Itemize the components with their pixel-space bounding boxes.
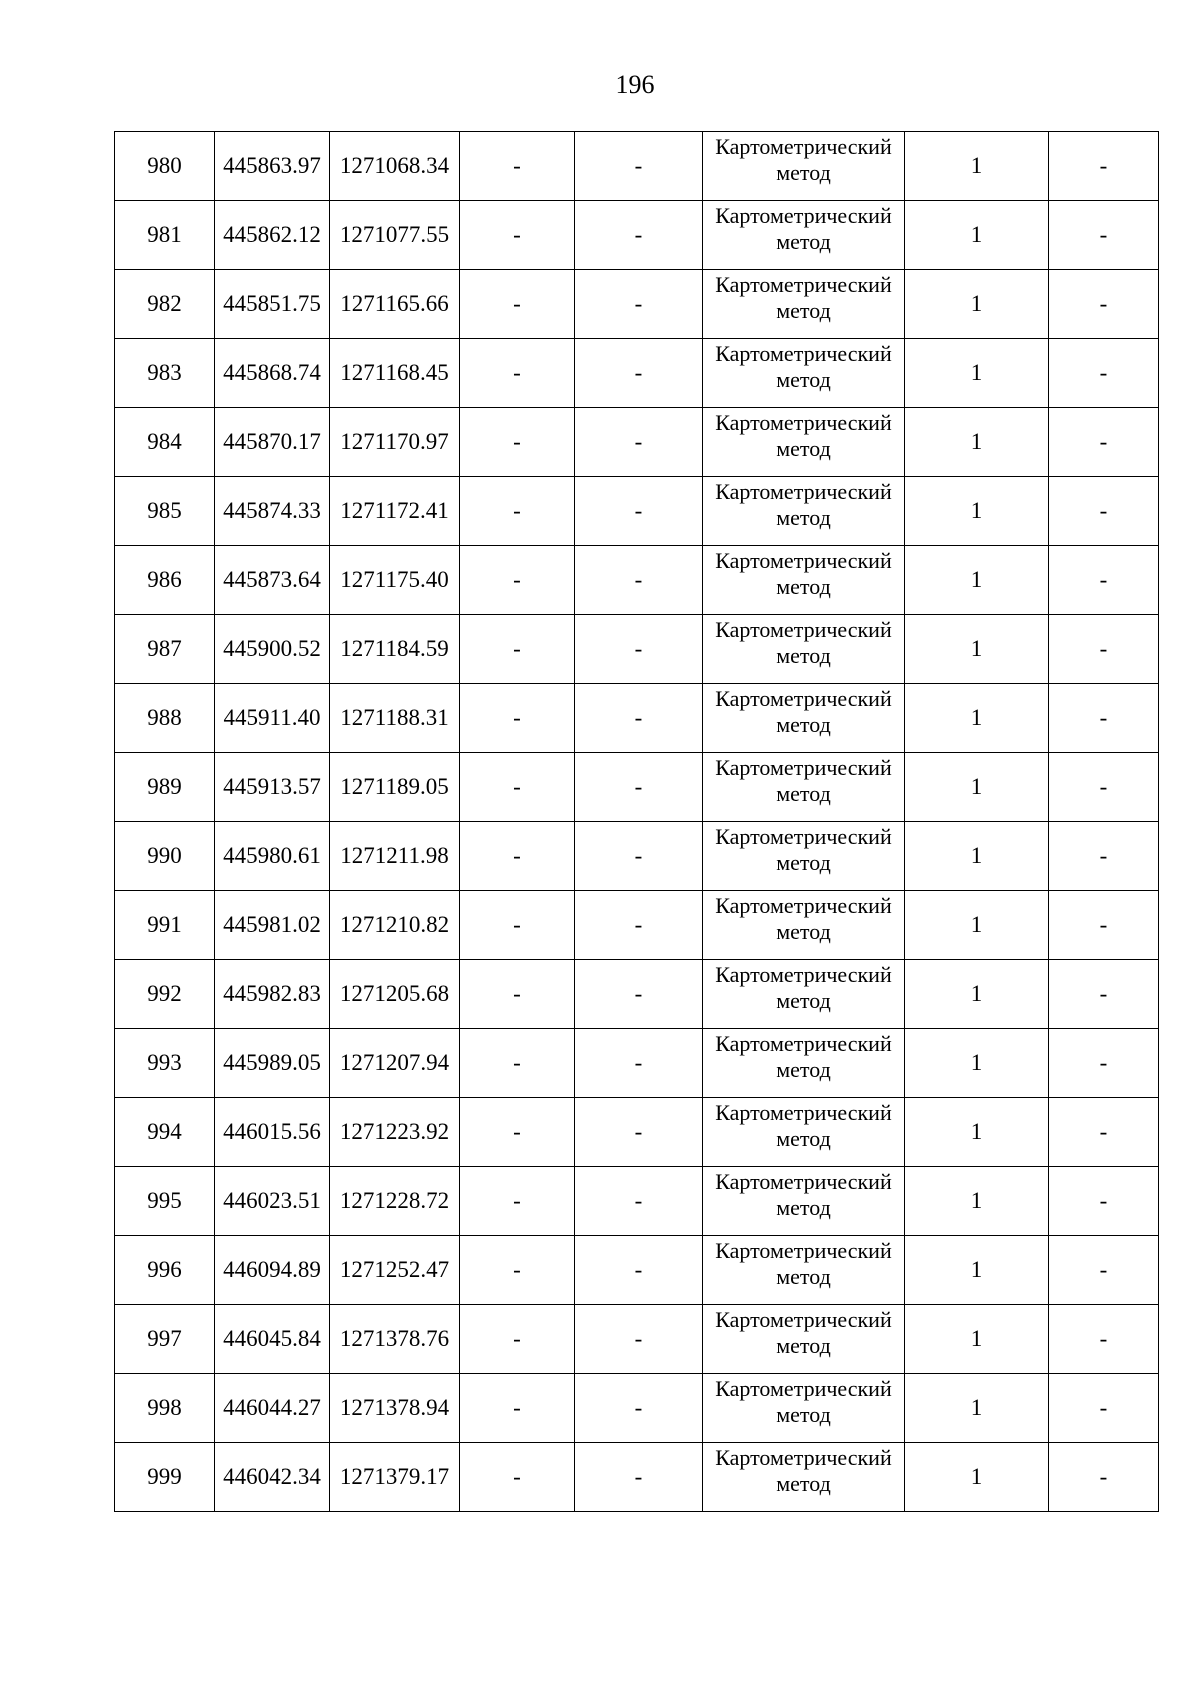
method-line-1: Картометрический	[715, 686, 892, 711]
y-coordinate-cell: 1271168.45	[330, 339, 460, 408]
table-row	[115, 339, 1159, 408]
table-row	[115, 1443, 1159, 1512]
table-row	[115, 891, 1159, 960]
point-number-cell: 987	[115, 615, 215, 684]
point-number-cell: 986	[115, 546, 215, 615]
column-8-cell: -	[1049, 477, 1159, 546]
point-number-cell: 985	[115, 477, 215, 546]
y-coordinate-cell: 1271165.66	[330, 270, 460, 339]
column-4-cell: -	[460, 270, 575, 339]
method-cell	[703, 891, 905, 960]
column-8-cell: -	[1049, 1236, 1159, 1305]
method-cell	[703, 1443, 905, 1512]
column-4-cell: -	[460, 477, 575, 546]
y-coordinate-cell: 1271205.68	[330, 960, 460, 1029]
table-row	[115, 270, 1159, 339]
column-4-cell: -	[460, 684, 575, 753]
column-4-cell: -	[460, 1374, 575, 1443]
column-5-cell: -	[575, 408, 703, 477]
method-cell	[703, 1305, 905, 1374]
point-number-cell: 996	[115, 1236, 215, 1305]
accuracy-cell: 1	[905, 1236, 1049, 1305]
point-number-cell: 982	[115, 270, 215, 339]
column-5-cell: -	[575, 684, 703, 753]
column-8-cell: -	[1049, 960, 1159, 1029]
point-number-cell: 994	[115, 1098, 215, 1167]
table-row	[115, 1236, 1159, 1305]
method-line-2: метод	[776, 160, 831, 185]
column-4-cell: -	[460, 1098, 575, 1167]
point-number-cell: 993	[115, 1029, 215, 1098]
method-line-1: Картометрический	[715, 1169, 892, 1194]
accuracy-cell: 1	[905, 339, 1049, 408]
column-4-cell: -	[460, 546, 575, 615]
y-coordinate-cell: 1271189.05	[330, 753, 460, 822]
method-cell	[703, 132, 905, 201]
method-line-2: метод	[776, 1264, 831, 1289]
column-4-cell: -	[460, 615, 575, 684]
column-5-cell: -	[575, 1167, 703, 1236]
column-8-cell: -	[1049, 1098, 1159, 1167]
accuracy-cell: 1	[905, 1374, 1049, 1443]
column-4-cell: -	[460, 822, 575, 891]
y-coordinate-cell: 1271252.47	[330, 1236, 460, 1305]
column-5-cell: -	[575, 201, 703, 270]
method-cell	[703, 753, 905, 822]
method-line-2: метод	[776, 988, 831, 1013]
method-line-1: Картометрический	[715, 962, 892, 987]
page-number: 196	[615, 70, 655, 99]
y-coordinate-cell: 1271378.94	[330, 1374, 460, 1443]
method-line-2: метод	[776, 781, 831, 806]
x-coordinate-cell: 446023.51	[215, 1167, 330, 1236]
method-line-1: Картометрический	[715, 134, 892, 159]
method-line-1: Картометрический	[715, 617, 892, 642]
column-8-cell: -	[1049, 1029, 1159, 1098]
point-number-cell: 983	[115, 339, 215, 408]
y-coordinate-cell: 1271207.94	[330, 1029, 460, 1098]
method-line-1: Картометрический	[715, 1376, 892, 1401]
column-5-cell: -	[575, 615, 703, 684]
x-coordinate-cell: 446015.56	[215, 1098, 330, 1167]
accuracy-cell: 1	[905, 408, 1049, 477]
x-coordinate-cell: 445863.97	[215, 132, 330, 201]
table-row	[115, 684, 1159, 753]
method-line-1: Картометрический	[715, 479, 892, 504]
table-row	[115, 1305, 1159, 1374]
column-8-cell: -	[1049, 1443, 1159, 1512]
column-5-cell: -	[575, 891, 703, 960]
column-5-cell: -	[575, 132, 703, 201]
method-cell	[703, 408, 905, 477]
method-cell	[703, 477, 905, 546]
table-row	[115, 822, 1159, 891]
column-8-cell: -	[1049, 753, 1159, 822]
point-number-cell: 990	[115, 822, 215, 891]
method-line-2: метод	[776, 1057, 831, 1082]
x-coordinate-cell: 446045.84	[215, 1305, 330, 1374]
accuracy-cell: 1	[905, 477, 1049, 546]
accuracy-cell: 1	[905, 270, 1049, 339]
point-number-cell: 995	[115, 1167, 215, 1236]
x-coordinate-cell: 445868.74	[215, 339, 330, 408]
point-number-cell: 998	[115, 1374, 215, 1443]
accuracy-cell: 1	[905, 546, 1049, 615]
accuracy-cell: 1	[905, 822, 1049, 891]
method-line-2: метод	[776, 712, 831, 737]
column-4-cell: -	[460, 339, 575, 408]
accuracy-cell: 1	[905, 891, 1049, 960]
point-number-cell: 980	[115, 132, 215, 201]
column-5-cell: -	[575, 1305, 703, 1374]
method-line-2: метод	[776, 1195, 831, 1220]
accuracy-cell: 1	[905, 1029, 1049, 1098]
column-8-cell: -	[1049, 408, 1159, 477]
column-8-cell: -	[1049, 891, 1159, 960]
method-line-1: Картометрический	[715, 824, 892, 849]
column-8-cell: -	[1049, 201, 1159, 270]
coordinates-table	[114, 131, 1159, 1512]
table-row	[115, 546, 1159, 615]
accuracy-cell: 1	[905, 753, 1049, 822]
y-coordinate-cell: 1271210.82	[330, 891, 460, 960]
column-5-cell: -	[575, 339, 703, 408]
column-8-cell: -	[1049, 684, 1159, 753]
accuracy-cell: 1	[905, 960, 1049, 1029]
column-8-cell: -	[1049, 822, 1159, 891]
method-line-1: Картометрический	[715, 548, 892, 573]
method-line-1: Картометрический	[715, 893, 892, 918]
column-4-cell: -	[460, 891, 575, 960]
table-body	[115, 132, 1159, 1512]
column-8-cell: -	[1049, 1305, 1159, 1374]
x-coordinate-cell: 445873.64	[215, 546, 330, 615]
column-5-cell: -	[575, 477, 703, 546]
method-cell	[703, 1236, 905, 1305]
method-cell	[703, 270, 905, 339]
x-coordinate-cell: 445980.61	[215, 822, 330, 891]
column-4-cell: -	[460, 408, 575, 477]
column-5-cell: -	[575, 1443, 703, 1512]
x-coordinate-cell: 446044.27	[215, 1374, 330, 1443]
accuracy-cell: 1	[905, 132, 1049, 201]
column-5-cell: -	[575, 1374, 703, 1443]
method-line-2: метод	[776, 1402, 831, 1427]
method-cell	[703, 201, 905, 270]
y-coordinate-cell: 1271172.41	[330, 477, 460, 546]
column-8-cell: -	[1049, 270, 1159, 339]
y-coordinate-cell: 1271175.40	[330, 546, 460, 615]
column-5-cell: -	[575, 270, 703, 339]
table-row	[115, 1167, 1159, 1236]
y-coordinate-cell: 1271068.34	[330, 132, 460, 201]
method-cell	[703, 1167, 905, 1236]
method-line-1: Картометрический	[715, 1445, 892, 1470]
table-row	[115, 201, 1159, 270]
y-coordinate-cell: 1271211.98	[330, 822, 460, 891]
method-line-1: Картометрический	[715, 410, 892, 435]
y-coordinate-cell: 1271228.72	[330, 1167, 460, 1236]
method-line-2: метод	[776, 1126, 831, 1151]
table-row	[115, 753, 1159, 822]
x-coordinate-cell: 446042.34	[215, 1443, 330, 1512]
method-line-1: Картометрический	[715, 1031, 892, 1056]
column-4-cell: -	[460, 960, 575, 1029]
x-coordinate-cell: 445913.57	[215, 753, 330, 822]
table-row	[115, 477, 1159, 546]
x-coordinate-cell: 445870.17	[215, 408, 330, 477]
method-cell	[703, 615, 905, 684]
column-5-cell: -	[575, 1029, 703, 1098]
table-row	[115, 1374, 1159, 1443]
column-4-cell: -	[460, 1029, 575, 1098]
method-line-2: метод	[776, 436, 831, 461]
y-coordinate-cell: 1271223.92	[330, 1098, 460, 1167]
method-line-2: метод	[776, 850, 831, 875]
point-number-cell: 999	[115, 1443, 215, 1512]
point-number-cell: 991	[115, 891, 215, 960]
method-cell	[703, 1374, 905, 1443]
method-line-2: метод	[776, 1471, 831, 1496]
method-line-2: метод	[776, 367, 831, 392]
method-line-2: метод	[776, 505, 831, 530]
point-number-cell: 984	[115, 408, 215, 477]
accuracy-cell: 1	[905, 1167, 1049, 1236]
method-cell	[703, 546, 905, 615]
point-number-cell: 992	[115, 960, 215, 1029]
method-line-2: метод	[776, 298, 831, 323]
method-line-2: метод	[776, 1333, 831, 1358]
column-8-cell: -	[1049, 1167, 1159, 1236]
column-4-cell: -	[460, 1236, 575, 1305]
column-8-cell: -	[1049, 546, 1159, 615]
point-number-cell: 981	[115, 201, 215, 270]
column-4-cell: -	[460, 1167, 575, 1236]
column-5-cell: -	[575, 1098, 703, 1167]
method-cell	[703, 684, 905, 753]
column-4-cell: -	[460, 1443, 575, 1512]
x-coordinate-cell: 445851.75	[215, 270, 330, 339]
accuracy-cell: 1	[905, 1098, 1049, 1167]
column-8-cell: -	[1049, 615, 1159, 684]
y-coordinate-cell: 1271077.55	[330, 201, 460, 270]
column-5-cell: -	[575, 1236, 703, 1305]
table-row	[115, 408, 1159, 477]
column-5-cell: -	[575, 753, 703, 822]
y-coordinate-cell: 1271379.17	[330, 1443, 460, 1512]
method-line-1: Картометрический	[715, 1100, 892, 1125]
method-cell	[703, 822, 905, 891]
column-4-cell: -	[460, 201, 575, 270]
accuracy-cell: 1	[905, 684, 1049, 753]
table-row	[115, 1029, 1159, 1098]
x-coordinate-cell: 445989.05	[215, 1029, 330, 1098]
method-cell	[703, 1098, 905, 1167]
column-4-cell: -	[460, 1305, 575, 1374]
column-8-cell: -	[1049, 1374, 1159, 1443]
method-cell	[703, 339, 905, 408]
x-coordinate-cell: 445874.33	[215, 477, 330, 546]
method-line-2: метод	[776, 574, 831, 599]
column-8-cell: -	[1049, 132, 1159, 201]
method-line-1: Картометрический	[715, 203, 892, 228]
point-number-cell: 989	[115, 753, 215, 822]
x-coordinate-cell: 445982.83	[215, 960, 330, 1029]
y-coordinate-cell: 1271184.59	[330, 615, 460, 684]
x-coordinate-cell: 445862.12	[215, 201, 330, 270]
method-cell	[703, 960, 905, 1029]
table-row	[115, 615, 1159, 684]
point-number-cell: 997	[115, 1305, 215, 1374]
y-coordinate-cell: 1271188.31	[330, 684, 460, 753]
method-line-1: Картометрический	[715, 272, 892, 297]
accuracy-cell: 1	[905, 1443, 1049, 1512]
method-cell	[703, 1029, 905, 1098]
accuracy-cell: 1	[905, 615, 1049, 684]
column-4-cell: -	[460, 753, 575, 822]
point-number-cell: 988	[115, 684, 215, 753]
method-line-1: Картометрический	[715, 341, 892, 366]
column-8-cell: -	[1049, 339, 1159, 408]
table-row	[115, 960, 1159, 1029]
column-4-cell: -	[460, 132, 575, 201]
method-line-2: метод	[776, 229, 831, 254]
method-line-2: метод	[776, 643, 831, 668]
x-coordinate-cell: 446094.89	[215, 1236, 330, 1305]
x-coordinate-cell: 445911.40	[215, 684, 330, 753]
accuracy-cell: 1	[905, 1305, 1049, 1374]
column-5-cell: -	[575, 822, 703, 891]
column-5-cell: -	[575, 546, 703, 615]
y-coordinate-cell: 1271170.97	[330, 408, 460, 477]
y-coordinate-cell: 1271378.76	[330, 1305, 460, 1374]
x-coordinate-cell: 445981.02	[215, 891, 330, 960]
column-5-cell: -	[575, 960, 703, 1029]
method-line-1: Картометрический	[715, 1238, 892, 1263]
table-row	[115, 132, 1159, 201]
method-line-2: метод	[776, 919, 831, 944]
method-line-1: Картометрический	[715, 755, 892, 780]
table-row	[115, 1098, 1159, 1167]
x-coordinate-cell: 445900.52	[215, 615, 330, 684]
method-line-1: Картометрический	[715, 1307, 892, 1332]
accuracy-cell: 1	[905, 201, 1049, 270]
